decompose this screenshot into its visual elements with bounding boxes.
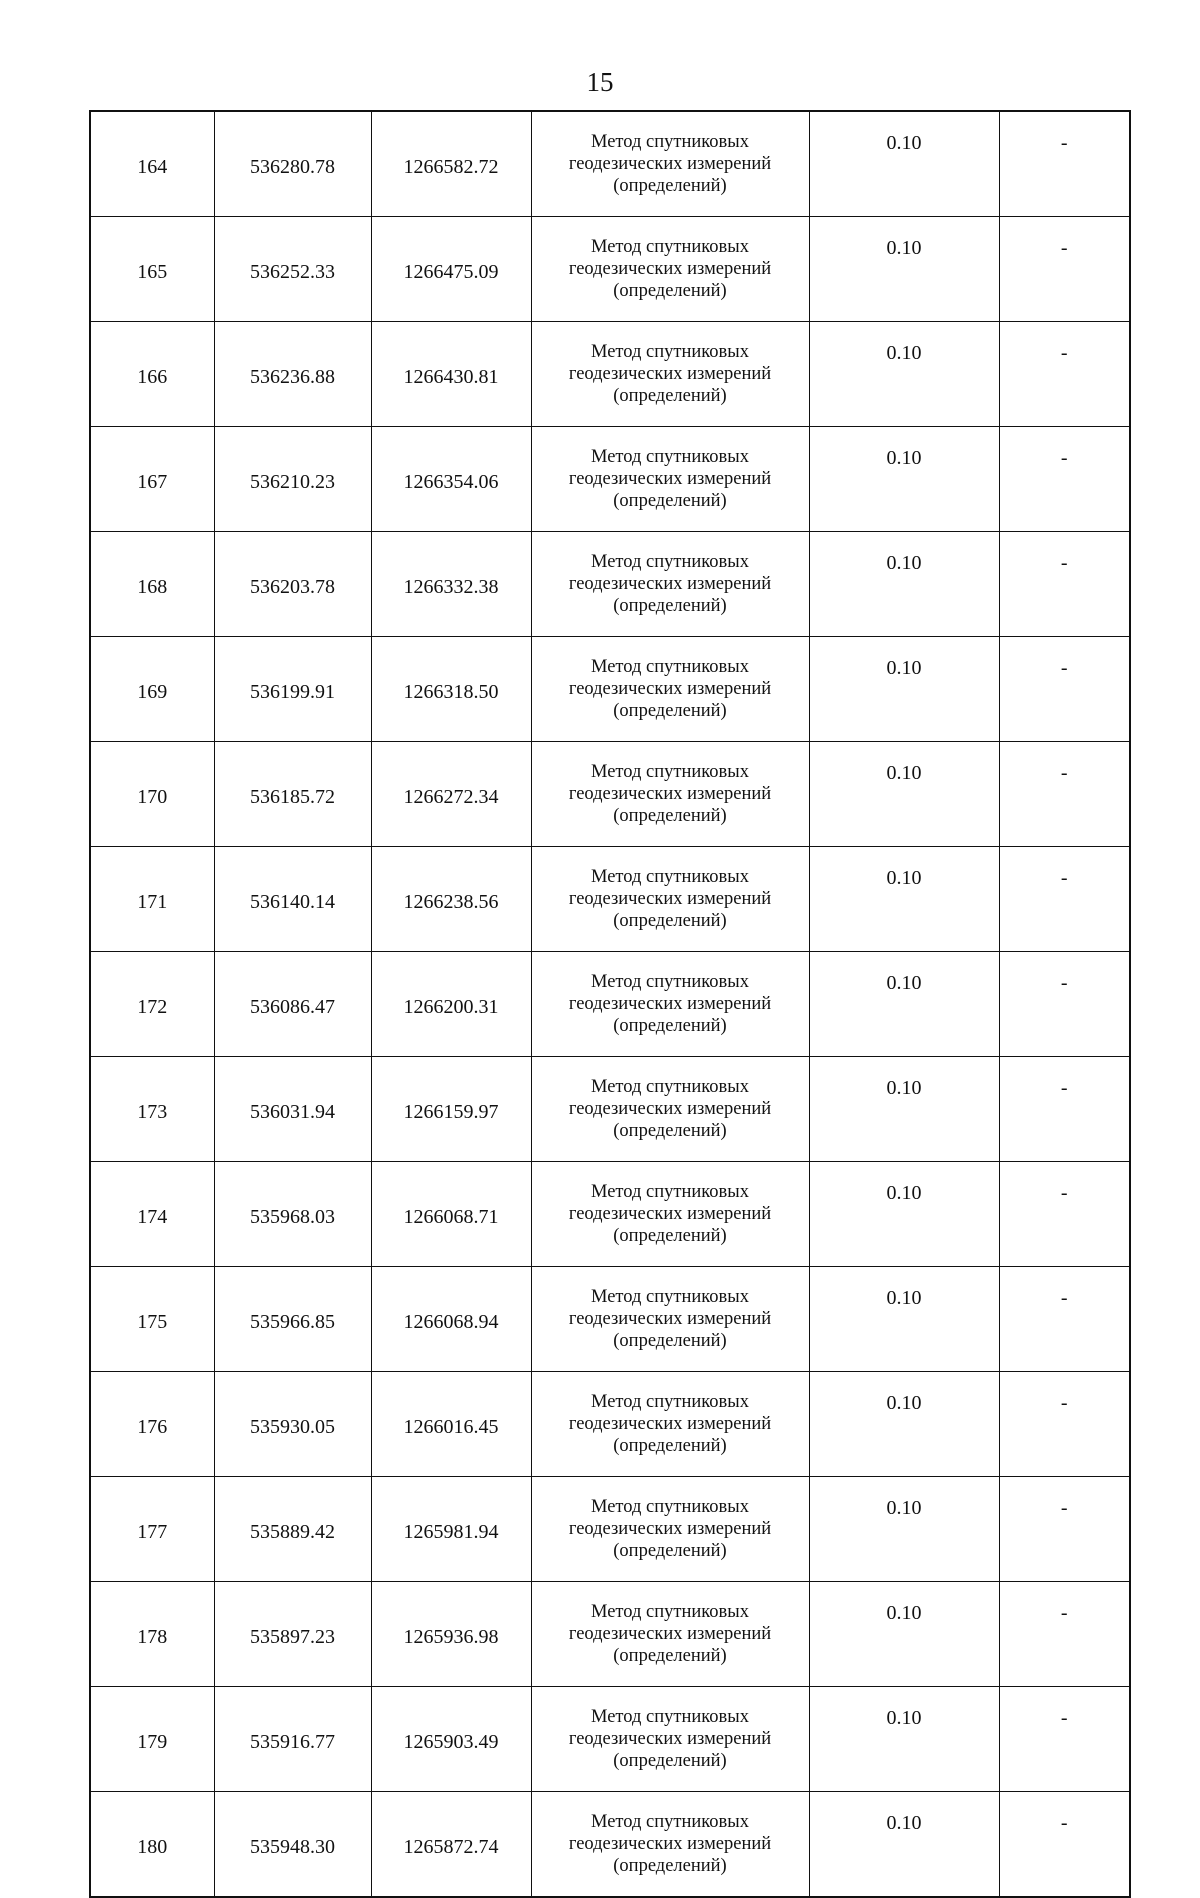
accuracy-cell: 0.10	[809, 742, 999, 847]
method-line: (определений)	[613, 596, 727, 616]
method-line: (определений)	[613, 1856, 727, 1876]
x-coordinate-cell: 536236.88	[214, 322, 371, 427]
point-id-cell: 180	[90, 1792, 214, 1898]
x-coordinate-cell: 536199.91	[214, 637, 371, 742]
coordinates-table-body	[90, 111, 1130, 1897]
method-line: (определений)	[613, 1121, 727, 1141]
method-cell	[531, 322, 809, 427]
method-line: (определений)	[613, 176, 727, 196]
method-line: (определений)	[613, 1016, 727, 1036]
y-coordinate-cell: 1266475.09	[371, 217, 531, 322]
point-id-cell: 168	[90, 532, 214, 637]
y-coordinate-cell: 1266272.34	[371, 742, 531, 847]
accuracy-cell: 0.10	[809, 1372, 999, 1477]
note-cell: -	[999, 1477, 1130, 1582]
method-line: геодезических измерений	[568, 1309, 772, 1329]
method-line: (определений)	[613, 701, 727, 721]
point-id-cell: 171	[90, 847, 214, 952]
note-cell: -	[999, 111, 1130, 217]
point-id-cell: 177	[90, 1477, 214, 1582]
x-coordinate-cell: 535916.77	[214, 1687, 371, 1792]
method-line: (определений)	[613, 386, 727, 406]
x-coordinate-cell: 536203.78	[214, 532, 371, 637]
table-row	[90, 847, 1130, 952]
y-coordinate-cell: 1265936.98	[371, 1582, 531, 1687]
x-coordinate-cell: 536185.72	[214, 742, 371, 847]
x-coordinate-cell: 536280.78	[214, 111, 371, 217]
method-cell	[531, 1582, 809, 1687]
x-coordinate-cell: 535948.30	[214, 1792, 371, 1898]
method-line: Метод спутниковых	[591, 762, 749, 782]
method-line: Метод спутниковых	[591, 1392, 749, 1412]
x-coordinate-cell: 536210.23	[214, 427, 371, 532]
method-line: геодезических измерений	[568, 784, 772, 804]
method-cell	[531, 217, 809, 322]
method-cell	[531, 427, 809, 532]
note-cell: -	[999, 532, 1130, 637]
method-cell	[531, 1792, 809, 1898]
note-cell: -	[999, 952, 1130, 1057]
accuracy-cell: 0.10	[809, 1792, 999, 1898]
method-line: геодезических измерений	[568, 679, 772, 699]
method-line: Метод спутниковых	[591, 132, 749, 152]
method-line: Метод спутниковых	[591, 342, 749, 362]
accuracy-cell: 0.10	[809, 1057, 999, 1162]
point-id-cell: 167	[90, 427, 214, 532]
y-coordinate-cell: 1266332.38	[371, 532, 531, 637]
accuracy-cell: 0.10	[809, 1582, 999, 1687]
method-cell	[531, 532, 809, 637]
x-coordinate-cell: 535930.05	[214, 1372, 371, 1477]
method-line: геодезических измерений	[568, 469, 772, 489]
table-row	[90, 952, 1130, 1057]
accuracy-cell: 0.10	[809, 217, 999, 322]
method-line: (определений)	[613, 281, 727, 301]
x-coordinate-cell: 536031.94	[214, 1057, 371, 1162]
table-row	[90, 427, 1130, 532]
table-row	[90, 1477, 1130, 1582]
point-id-cell: 178	[90, 1582, 214, 1687]
table-row	[90, 111, 1130, 217]
method-line: геодезических измерений	[568, 364, 772, 384]
y-coordinate-cell: 1266430.81	[371, 322, 531, 427]
method-line: геодезических измерений	[568, 259, 772, 279]
accuracy-cell: 0.10	[809, 952, 999, 1057]
page-number: 15	[586, 67, 614, 97]
point-id-cell: 172	[90, 952, 214, 1057]
method-line: (определений)	[613, 491, 727, 511]
accuracy-cell: 0.10	[809, 1477, 999, 1582]
method-cell	[531, 742, 809, 847]
table-row	[90, 532, 1130, 637]
note-cell: -	[999, 217, 1130, 322]
method-line: геодезических измерений	[568, 1834, 772, 1854]
point-id-cell: 169	[90, 637, 214, 742]
method-line: Метод спутниковых	[591, 972, 749, 992]
method-line: Метод спутниковых	[591, 1812, 749, 1832]
method-cell	[531, 1477, 809, 1582]
method-line: Метод спутниковых	[591, 1707, 749, 1727]
method-line: Метод спутниковых	[591, 447, 749, 467]
method-line: геодезических измерений	[568, 574, 772, 594]
note-cell: -	[999, 1582, 1130, 1687]
note-cell: -	[999, 1792, 1130, 1898]
accuracy-cell: 0.10	[809, 1267, 999, 1372]
method-line: Метод спутниковых	[591, 1497, 749, 1517]
x-coordinate-cell: 535966.85	[214, 1267, 371, 1372]
note-cell: -	[999, 427, 1130, 532]
method-line: геодезических измерений	[568, 889, 772, 909]
method-line: геодезических измерений	[568, 1099, 772, 1119]
point-id-cell: 165	[90, 217, 214, 322]
accuracy-cell: 0.10	[809, 637, 999, 742]
note-cell: -	[999, 1687, 1130, 1792]
accuracy-cell: 0.10	[809, 1162, 999, 1267]
table-row	[90, 1162, 1130, 1267]
method-line: (определений)	[613, 1226, 727, 1246]
y-coordinate-cell: 1266582.72	[371, 111, 531, 217]
point-id-cell: 174	[90, 1162, 214, 1267]
x-coordinate-cell: 535968.03	[214, 1162, 371, 1267]
accuracy-cell: 0.10	[809, 427, 999, 532]
y-coordinate-cell: 1266159.97	[371, 1057, 531, 1162]
method-line: Метод спутниковых	[591, 867, 749, 887]
method-cell	[531, 1267, 809, 1372]
method-line: Метод спутниковых	[591, 237, 749, 257]
accuracy-cell: 0.10	[809, 532, 999, 637]
note-cell: -	[999, 847, 1130, 952]
method-cell	[531, 952, 809, 1057]
table-row	[90, 1792, 1130, 1898]
method-cell	[531, 1372, 809, 1477]
y-coordinate-cell: 1265903.49	[371, 1687, 531, 1792]
note-cell: -	[999, 637, 1130, 742]
table-row	[90, 1582, 1130, 1687]
y-coordinate-cell: 1265981.94	[371, 1477, 531, 1582]
table-row	[90, 1372, 1130, 1477]
note-cell: -	[999, 1057, 1130, 1162]
method-line: Метод спутниковых	[591, 1287, 749, 1307]
method-line: Метод спутниковых	[591, 1182, 749, 1202]
point-id-cell: 179	[90, 1687, 214, 1792]
method-line: геодезических измерений	[568, 994, 772, 1014]
method-cell	[531, 1057, 809, 1162]
method-line: Метод спутниковых	[591, 1602, 749, 1622]
accuracy-cell: 0.10	[809, 322, 999, 427]
method-cell	[531, 847, 809, 952]
method-cell	[531, 1687, 809, 1792]
method-line: (определений)	[613, 1646, 727, 1666]
method-line: геодезических измерений	[568, 1414, 772, 1434]
x-coordinate-cell: 536252.33	[214, 217, 371, 322]
note-cell: -	[999, 1162, 1130, 1267]
x-coordinate-cell: 535897.23	[214, 1582, 371, 1687]
method-line: (определений)	[613, 806, 727, 826]
method-line: геодезических измерений	[568, 1519, 772, 1539]
y-coordinate-cell: 1266354.06	[371, 427, 531, 532]
y-coordinate-cell: 1266238.56	[371, 847, 531, 952]
x-coordinate-cell: 536140.14	[214, 847, 371, 952]
table-row	[90, 1057, 1130, 1162]
note-cell: -	[999, 1267, 1130, 1372]
method-line: (определений)	[613, 1541, 727, 1561]
y-coordinate-cell: 1266068.71	[371, 1162, 531, 1267]
y-coordinate-cell: 1265872.74	[371, 1792, 531, 1898]
x-coordinate-cell: 536086.47	[214, 952, 371, 1057]
accuracy-cell: 0.10	[809, 1687, 999, 1792]
accuracy-cell: 0.10	[809, 847, 999, 952]
method-cell	[531, 111, 809, 217]
method-line: Метод спутниковых	[591, 552, 749, 572]
x-coordinate-cell: 535889.42	[214, 1477, 371, 1582]
note-cell: -	[999, 1372, 1130, 1477]
y-coordinate-cell: 1266016.45	[371, 1372, 531, 1477]
table-row	[90, 217, 1130, 322]
method-cell	[531, 637, 809, 742]
y-coordinate-cell: 1266200.31	[371, 952, 531, 1057]
y-coordinate-cell: 1266068.94	[371, 1267, 531, 1372]
accuracy-cell: 0.10	[809, 111, 999, 217]
method-line: (определений)	[613, 911, 727, 931]
method-line: геодезических измерений	[568, 1624, 772, 1644]
method-line: Метод спутниковых	[591, 1077, 749, 1097]
point-id-cell: 173	[90, 1057, 214, 1162]
table-row	[90, 1267, 1130, 1372]
method-line: геодезических измерений	[568, 1729, 772, 1749]
method-line: Метод спутниковых	[591, 657, 749, 677]
method-cell	[531, 1162, 809, 1267]
point-id-cell: 175	[90, 1267, 214, 1372]
y-coordinate-cell: 1266318.50	[371, 637, 531, 742]
coordinates-table	[89, 110, 1131, 1898]
point-id-cell: 176	[90, 1372, 214, 1477]
method-line: (определений)	[613, 1751, 727, 1771]
point-id-cell: 164	[90, 111, 214, 217]
method-line: геодезических измерений	[568, 1204, 772, 1224]
method-line: (определений)	[613, 1436, 727, 1456]
point-id-cell: 166	[90, 322, 214, 427]
table-row	[90, 322, 1130, 427]
note-cell: -	[999, 322, 1130, 427]
method-line: геодезических измерений	[568, 154, 772, 174]
method-line: (определений)	[613, 1331, 727, 1351]
table-row	[90, 1687, 1130, 1792]
table-row	[90, 637, 1130, 742]
point-id-cell: 170	[90, 742, 214, 847]
table-row	[90, 742, 1130, 847]
note-cell: -	[999, 742, 1130, 847]
